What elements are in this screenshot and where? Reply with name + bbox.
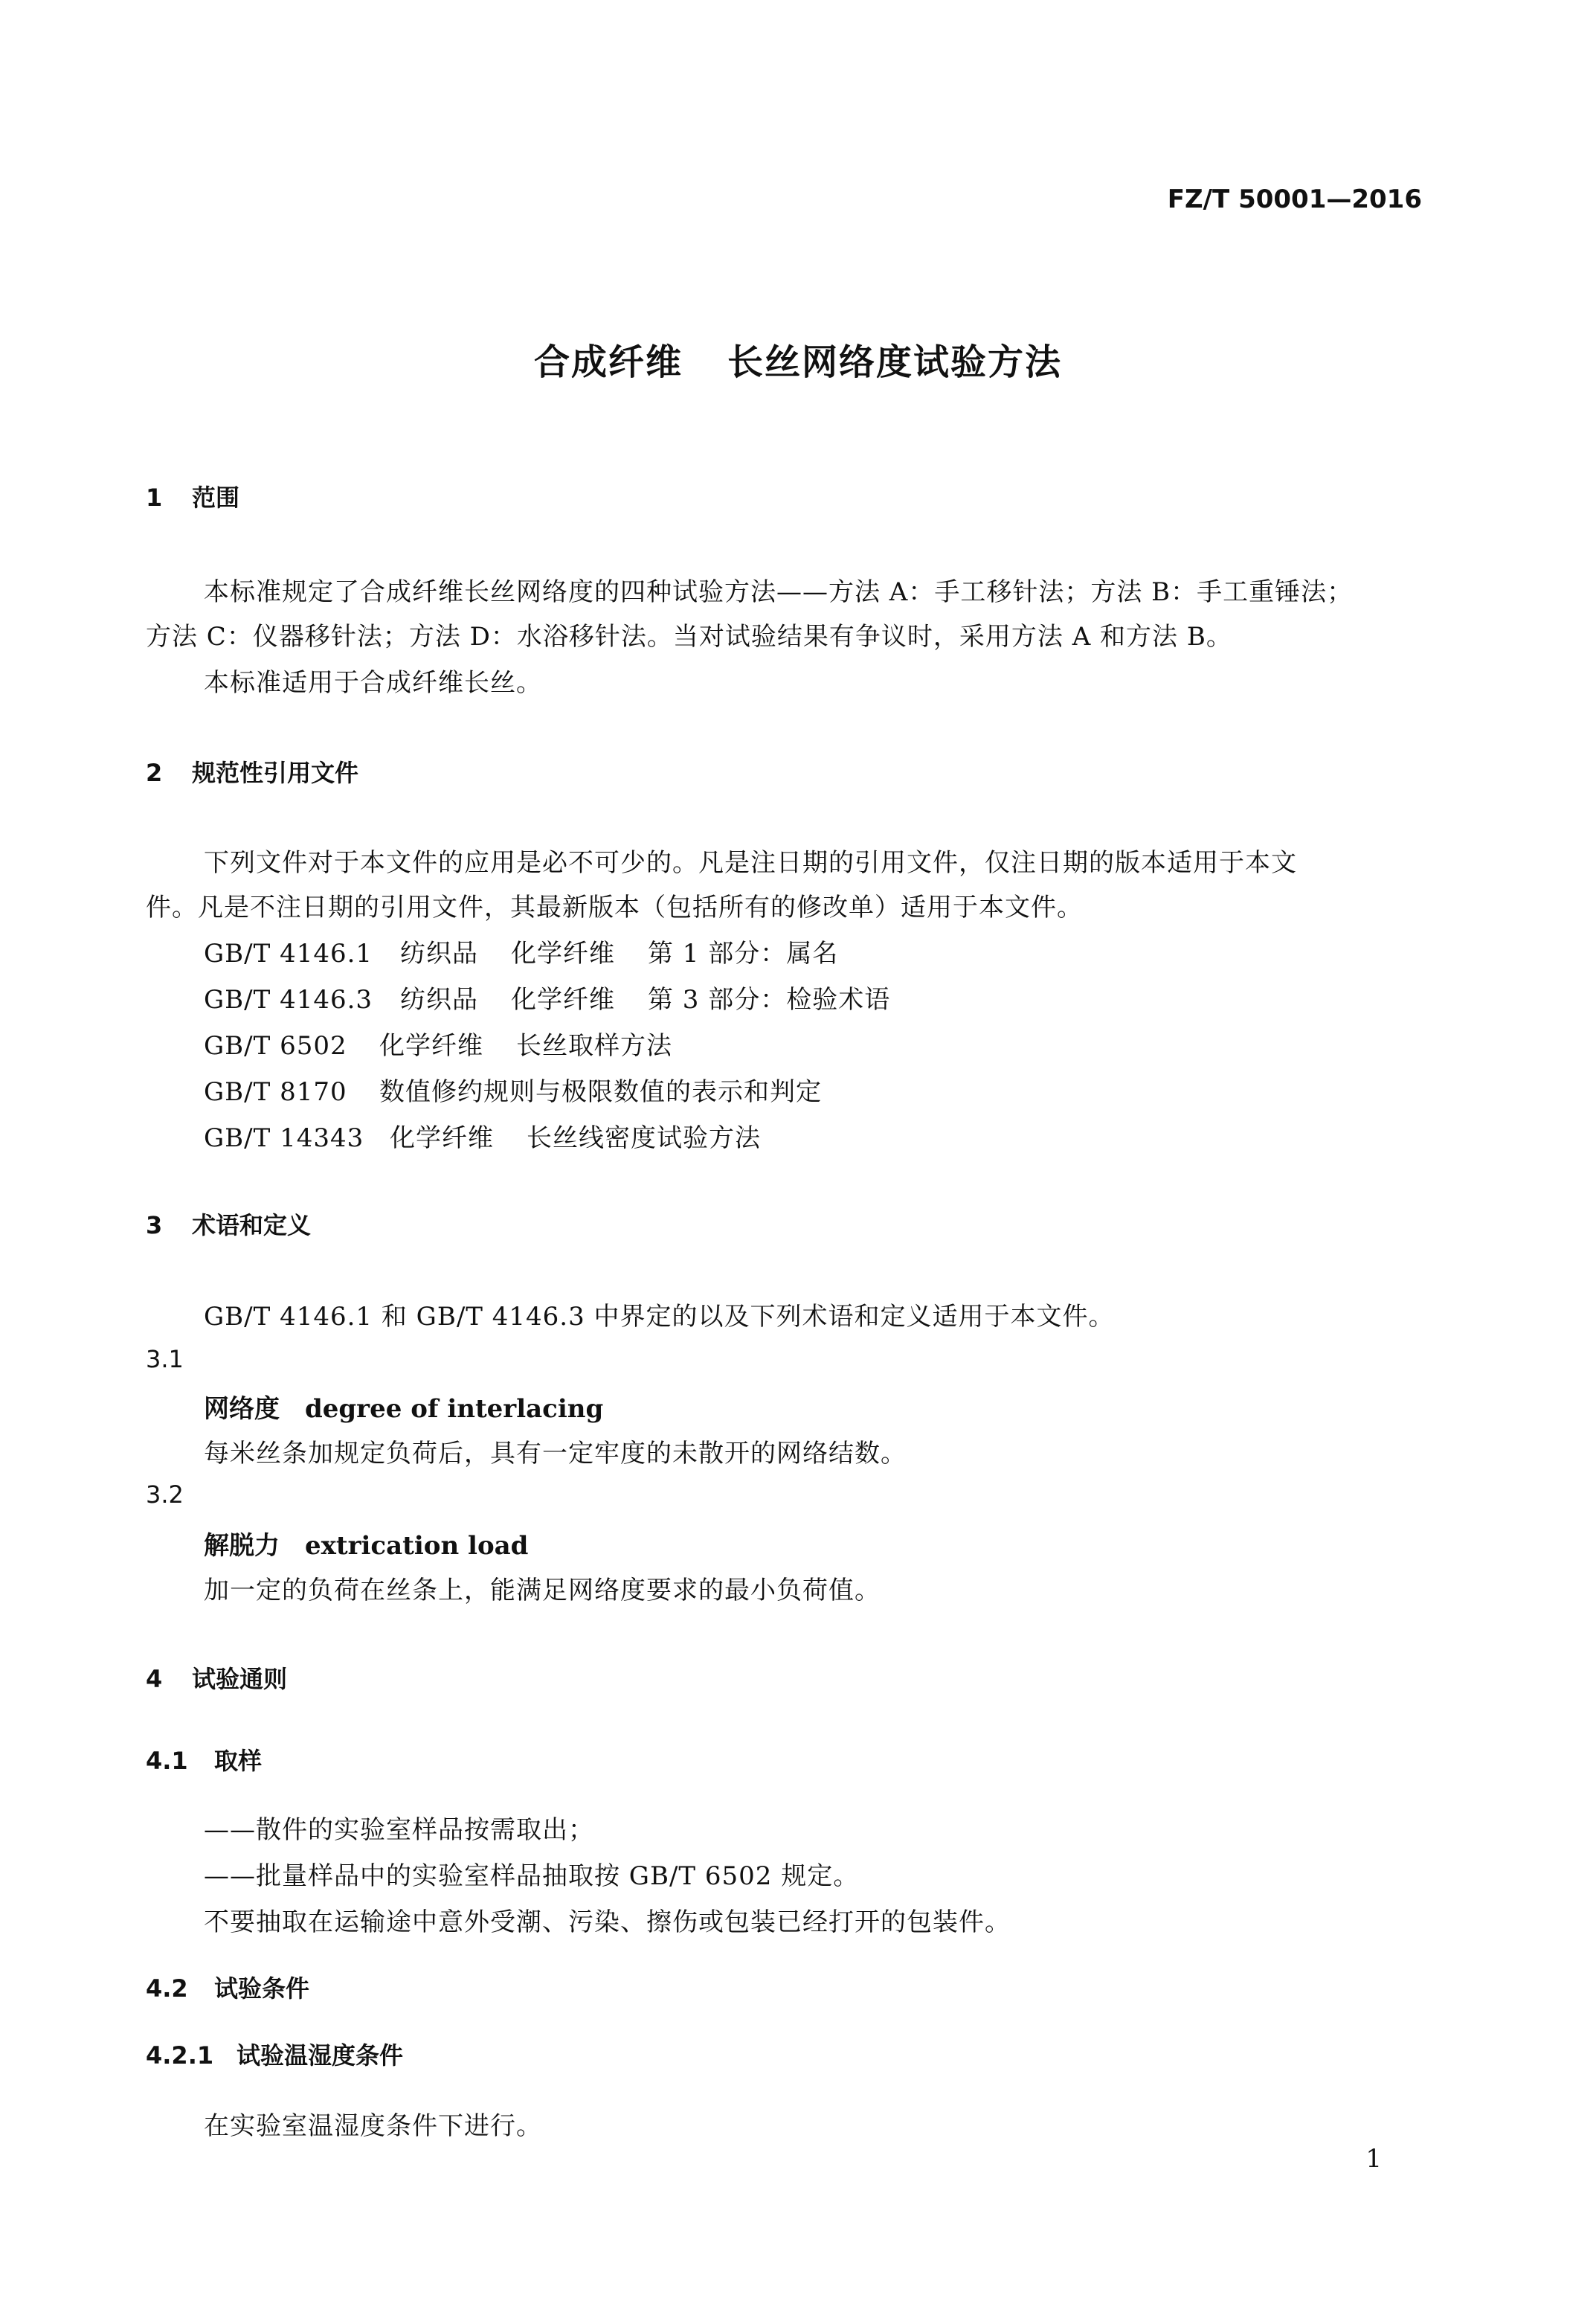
reference-item: GB/T 6502 化学纤维 长丝取样方法 [204,1031,672,1061]
section-1-heading: 1 范围 [146,484,240,512]
section-2-para-line-1: 下列文件对于本文件的应用是必不可少的。凡是注日期的引用文件，仅注日期的版本适用于本文 [204,848,1297,878]
page-number: 1 [1365,2144,1382,2174]
list-item: ——散件的实验室样品按需取出； [204,1815,594,1845]
standard-code: FZ/T 50001—2016 [1167,184,1422,214]
term-number: 3.2 [146,1480,184,1509]
section-4-2-1-text: 在实验室温湿度条件下进行。 [204,2111,542,2141]
term-number: 3.1 [146,1345,184,1373]
reference-item: GB/T 4146.1 纺织品 化学纤维 第 1 部分：属名 [204,939,839,969]
section-1-para-line-2: 方法 C：仪器移针法；方法 D：水浴移针法。当对试验结果有争议时，采用方法 A 和方法 B。 [146,622,1232,652]
reference-item: GB/T 4146.3 纺织品 化学纤维 第 3 部分：检验术语 [204,985,891,1015]
section-2-para-line-2: 件。凡是不注日期的引用文件，其最新版本（包括所有的修改单）适用于本文件。 [146,893,1083,922]
reference-item: GB/T 14343 化学纤维 长丝线密度试验方法 [204,1123,761,1153]
reference-item: GB/T 8170 数值修约规则与极限数值的表示和判定 [204,1077,822,1107]
term-heading: 网络度 degree of interlacing [204,1394,604,1424]
section-3-heading: 3 术语和定义 [146,1211,312,1239]
section-4-2-heading: 4.2 试验条件 [146,1974,310,2003]
term-heading: 解脱力 extrication load [204,1531,529,1561]
section-3-intro: GB/T 4146.1 和 GB/T 4146.3 中界定的以及下列术语和定义适用于本文件。 [204,1302,1115,1332]
section-4-1-heading: 4.1 取样 [146,1747,263,1775]
section-4-2-1-heading: 4.2.1 试验温湿度条件 [146,2041,404,2070]
term-definition: 每米丝条加规定负荷后，具有一定牢度的未散开的网络结数。 [204,1439,907,1468]
section-1-para-2: 本标准适用于合成纤维长丝。 [204,668,542,698]
title-part-1: 合成纤维 [533,341,683,383]
section-1-para-line-1: 本标准规定了合成纤维长丝网络度的四种试验方法——方法 A：手工移针法；方法 B：手工重锤法； [204,577,1354,607]
document-title [0,333,1596,385]
section-4-1-note: 不要抽取在运输途中意外受潮、污染、擦伤或包装已经打开的包装件。 [204,1907,1011,1937]
section-4-heading: 4 试验通则 [146,1665,288,1693]
term-definition: 加一定的负荷在丝条上，能满足网络度要求的最小负荷值。 [204,1576,881,1605]
title-part-2: 长丝网络度试验方法 [727,341,1063,383]
list-item: ——批量样品中的实验室样品抽取按 GB/T 6502 规定。 [204,1861,860,1891]
section-2-heading: 2 规范性引用文件 [146,759,359,787]
